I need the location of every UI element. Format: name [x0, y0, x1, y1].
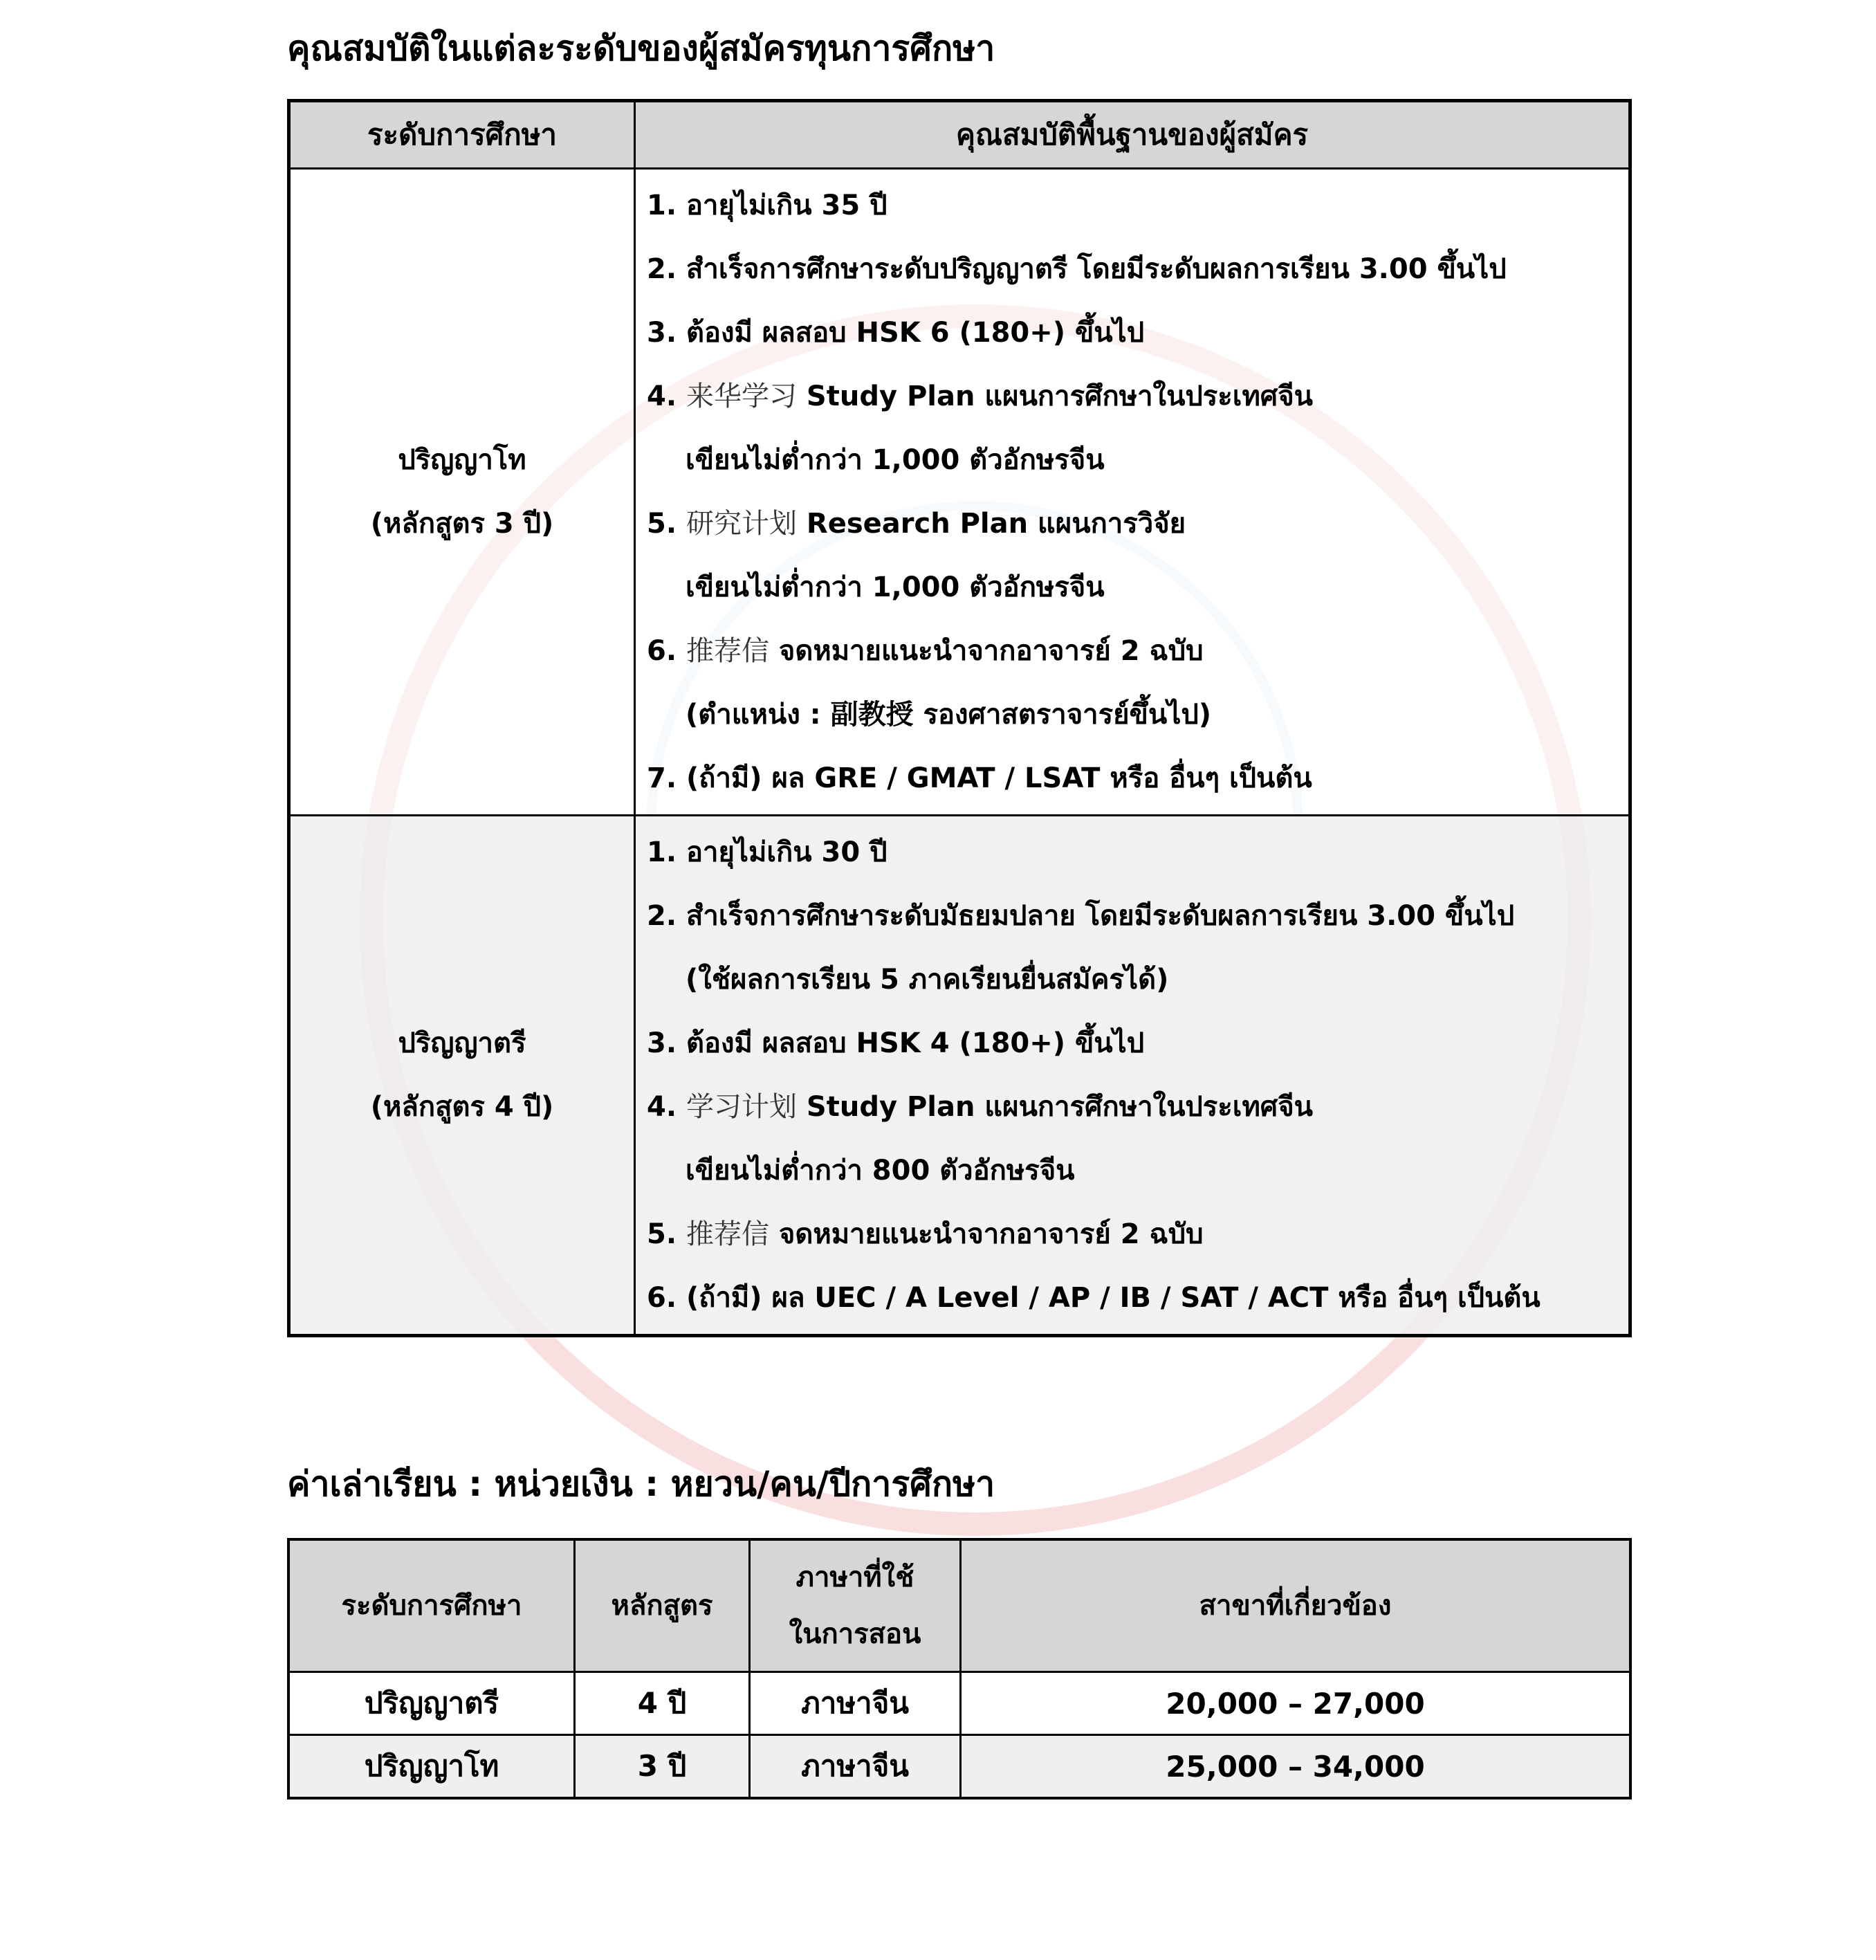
- table-row: [288, 1672, 1630, 1735]
- header-language-line1: ภาษาที่ใช้: [796, 1561, 914, 1593]
- fee-duration: 3 ปี: [575, 1735, 750, 1799]
- header-duration: หลักสูตร: [575, 1539, 750, 1672]
- level-duration: (หลักสูตร 4 ปี): [370, 1091, 554, 1123]
- level-name: ปริญญาตรี: [398, 1027, 526, 1059]
- list-item: 4. 来华学习 Study Plan แผนการศึกษาในประเทศจีน: [647, 381, 1313, 412]
- list-item: 1. อายุไม่เกิน 30 ปี: [647, 836, 888, 868]
- list-item: 3. ต้องมี ผลสอบ HSK 4 (180+) ขึ้นไป: [647, 1027, 1145, 1059]
- list-item: 1. อายุไม่เกิน 35 ปี: [647, 190, 888, 221]
- header-language-line2: ในการสอน: [789, 1618, 921, 1650]
- fees-table: [287, 1538, 1632, 1799]
- list-item: 5. 推荐信 จดหมายแนะนำจากอาจารย์ 2 ฉบับ: [647, 1218, 1204, 1250]
- list-item: (ใช้ผลการเรียน 5 ภาคเรียนยื่นสมัครได้): [686, 964, 1169, 996]
- level-duration: (หลักสูตร 3 ปี): [370, 508, 554, 540]
- list-item: 6. (ถ้ามี) ผล UEC / A Level / AP / IB / SAT / ACT หรือ อื่นๆ เป็นต้น: [647, 1282, 1541, 1314]
- header-field: สาขาที่เกี่ยวข้อง: [961, 1539, 1631, 1672]
- table-row: [289, 816, 1630, 1336]
- qualifications-table: [287, 99, 1632, 1337]
- list-item: 2. สำเร็จการศึกษาระดับปริญญาตรี โดยมีระดับผลการเรียน 3.00 ขึ้นไป: [647, 253, 1507, 285]
- fee-duration: 4 ปี: [575, 1672, 750, 1735]
- header-level: ระดับการศึกษา: [288, 1539, 575, 1672]
- qualifications-header-row: [289, 101, 1630, 169]
- fee-language: ภาษาจีน: [750, 1672, 961, 1735]
- fees-header-row: [288, 1539, 1630, 1672]
- qualifications-title: คุณสมบัติในแต่ละระดับของผู้สมัครทุนการศึกษา: [287, 28, 995, 68]
- fee-level: ปริญญาโท: [288, 1735, 575, 1799]
- list-item: เขียนไม่ต่ำกว่า 1,000 ตัวอักษรจีน: [686, 571, 1105, 603]
- list-item: 2. สำเร็จการศึกษาระดับมัธยมปลาย โดยมีระดับผลการเรียน 3.00 ขึ้นไป: [647, 900, 1515, 932]
- header-language: [750, 1539, 961, 1672]
- requirements-cell: [635, 816, 1630, 1336]
- list-item: เขียนไม่ต่ำกว่า 1,000 ตัวอักษรจีน: [686, 444, 1105, 476]
- fee-language: ภาษาจีน: [750, 1735, 961, 1799]
- table-row: [289, 169, 1630, 816]
- list-item: เขียนไม่ต่ำกว่า 800 ตัวอักษรจีน: [686, 1155, 1075, 1187]
- table-row: [288, 1735, 1630, 1799]
- fee-level: ปริญญาตรี: [288, 1672, 575, 1735]
- level-cell: [289, 169, 635, 816]
- header-level: ระดับการศึกษา: [289, 101, 635, 169]
- fee-amount: 25,000 – 34,000: [961, 1735, 1631, 1799]
- level-cell: [289, 816, 635, 1336]
- list-item: (ตำแหน่ง : 副教授 รองศาสตราจารย์ขึ้นไป): [686, 699, 1212, 731]
- list-item: 5. 研究计划 Research Plan แผนการวิจัย: [647, 508, 1186, 540]
- requirements-cell: [635, 169, 1630, 816]
- level-name: ปริญญาโท: [398, 444, 526, 476]
- list-item: 3. ต้องมี ผลสอบ HSK 6 (180+) ขึ้นไป: [647, 317, 1145, 349]
- fee-amount: 20,000 – 27,000: [961, 1672, 1631, 1735]
- fees-title: ค่าเล่าเรียน : หน่วยเงิน : หยวน/คน/ปีการศึกษา: [287, 1464, 995, 1504]
- list-item: 6. 推荐信 จดหมายแนะนำจากอาจารย์ 2 ฉบับ: [647, 635, 1204, 667]
- list-item: 4. 学习计划 Study Plan แผนการศึกษาในประเทศจีน: [647, 1091, 1313, 1123]
- list-item: 7. (ถ้ามี) ผล GRE / GMAT / LSAT หรือ อื่นๆ เป็นต้น: [647, 762, 1312, 794]
- header-requirements: คุณสมบัติพื้นฐานของผู้สมัคร: [635, 101, 1630, 169]
